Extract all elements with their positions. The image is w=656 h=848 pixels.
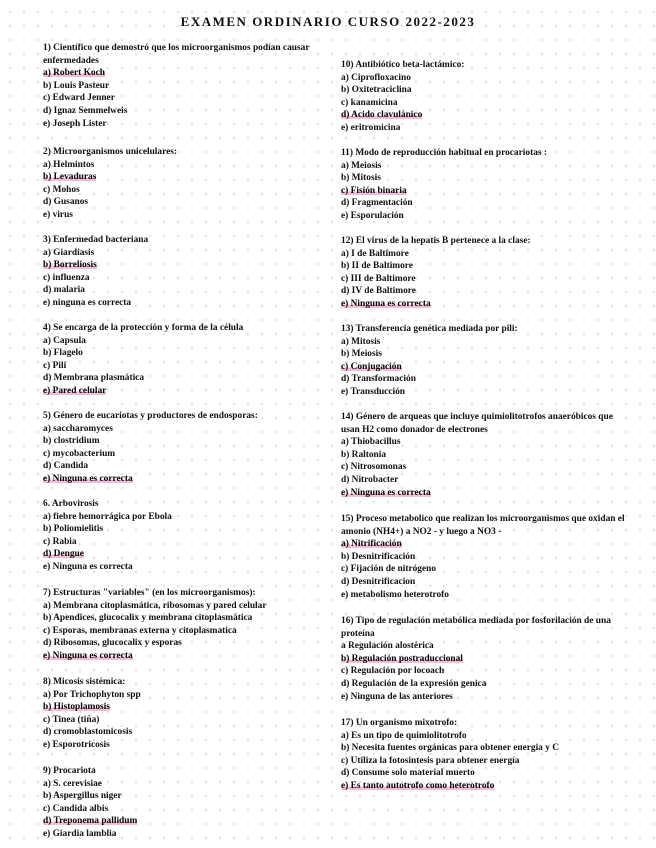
- question-block: [43, 146, 333, 222]
- answer-option: [341, 122, 631, 135]
- highlighted-answer-option: [43, 67, 333, 80]
- answer-option: [341, 373, 631, 386]
- answer-option: [341, 97, 631, 110]
- answer-option: [43, 625, 333, 638]
- answer-option-text: c) mycobacterium: [43, 448, 116, 459]
- answer-option-text: b) Raltonia: [341, 449, 387, 460]
- answer-option-text: e) Ninguna es correcta: [43, 650, 133, 661]
- answer-option: [341, 348, 631, 361]
- answer-option-text: d) Gusanos: [43, 197, 89, 208]
- answer-option-text: e) Ninguna es correcta: [341, 487, 431, 498]
- answer-option-text: c) Rabia: [43, 536, 77, 547]
- answer-option: [43, 92, 333, 105]
- question-block: [341, 147, 631, 223]
- answer-option: [341, 755, 631, 768]
- answer-option-text: a) saccharomyces: [43, 423, 113, 434]
- question-stem: 6. Arbovirosis: [43, 499, 99, 509]
- answer-option: [43, 159, 333, 172]
- answer-option-text: b) Oxitetraciclina: [341, 85, 412, 96]
- question-block: [341, 59, 631, 135]
- question-stem: 7) Estructuras "variables" (en los microorganismos):: [43, 588, 256, 598]
- answer-option-text: e) Esporotricosis: [43, 739, 110, 750]
- question-block: [43, 410, 333, 486]
- answer-option-text: c) Tinea (tiña): [43, 714, 100, 725]
- highlighted-answer-option: [341, 185, 631, 198]
- answer-option: [341, 260, 631, 273]
- answer-option: [341, 589, 631, 602]
- question-stem: 17) Un organismo mixotrofo:: [341, 718, 458, 728]
- answer-option: [43, 778, 333, 791]
- answer-option: [43, 272, 333, 285]
- highlighted-answer-option: [43, 259, 333, 272]
- answer-option: [341, 691, 631, 704]
- highlighted-answer-option: [43, 701, 333, 714]
- answer-option: [43, 118, 333, 131]
- answer-option-text: b) Levaduras: [43, 172, 97, 183]
- highlighted-answer-option: [43, 473, 333, 486]
- highlighted-answer-option: [43, 815, 333, 828]
- question-stem: 13) Transferencia genética mediada por pili:: [341, 324, 518, 334]
- answer-option: [43, 184, 333, 197]
- highlighted-answer-option: [341, 653, 631, 666]
- answer-option-text: b) Necesita fuentes orgánicas para obtener energia y C: [341, 743, 560, 754]
- answer-option-text: a) S. cerevisiae: [43, 778, 102, 789]
- answer-option-text: d) Nitrobacter: [341, 474, 399, 485]
- answer-option-text: c) Nitrosomonas: [341, 462, 407, 473]
- answer-option: [43, 726, 333, 739]
- question-stem: 16) Tipo de regulación metabólica mediada por fosforilación de una proteína: [341, 616, 611, 639]
- answer-option-text: c) Pili: [43, 360, 67, 371]
- answer-option-text: b) Apendices, glucocalix y membrana citoplasmática: [43, 613, 253, 624]
- answer-option: [43, 600, 333, 613]
- question-block: [341, 235, 631, 311]
- answer-option-text: c) Utiliza la fotosintesis para obtener energía: [341, 755, 520, 766]
- answer-option-text: e) Ninguna es correcta: [341, 298, 431, 309]
- answer-option: [341, 336, 631, 349]
- highlighted-answer-option: [341, 780, 631, 793]
- answer-option: [43, 739, 333, 752]
- answer-option: [43, 561, 333, 574]
- question-stem: 8) Micosis sistémica:: [43, 677, 126, 687]
- answer-option-text: b) Meiosis: [341, 349, 382, 360]
- answer-option-text: e) eritromicina: [341, 122, 401, 133]
- question-block: [43, 676, 333, 752]
- highlighted-answer-option: [43, 548, 333, 561]
- answer-option: [341, 160, 631, 173]
- answer-option-text: b) Aspergillus niger: [43, 791, 122, 802]
- answer-option-text: a) Membrana citoplasmática, ribosomas y pared celular: [43, 600, 267, 611]
- question-stem: 1) Científico que demostró que los microorganismos podían causar enfermedades: [43, 43, 310, 66]
- answer-option-text: a) fiebre hemorrágica por Ebola: [43, 511, 172, 522]
- answer-option-text: d) Candida: [43, 461, 89, 472]
- answer-option-text: c) influenza: [43, 272, 90, 283]
- answer-option-text: d) cromoblastomicosis: [43, 727, 133, 738]
- answer-option-text: b) Desnitrificación: [341, 551, 416, 562]
- question-block: [341, 717, 631, 793]
- answer-option-text: d) Treponema pallidum: [43, 816, 138, 827]
- answer-option-text: c) III de Baltimore: [341, 273, 416, 284]
- answer-option: [43, 360, 333, 373]
- question-stem: 14) Género de arqueas que incluye quimiolitotrofos anaeróbicos que usan H2 como donador de electrones: [341, 412, 613, 435]
- answer-option-text: a) Es un tipo de quimiolitotrofo: [341, 730, 467, 741]
- answer-option-text: a) Giardiasis: [43, 247, 95, 258]
- question-block: [341, 411, 631, 499]
- answer-option: [341, 678, 631, 691]
- answer-option: [341, 640, 631, 653]
- highlighted-answer-option: [43, 385, 333, 398]
- answer-option: [43, 435, 333, 448]
- question-block: [43, 234, 333, 310]
- answer-option-text: a) Mitosis: [341, 336, 381, 347]
- answer-option-text: e) ninguna es correcta: [43, 297, 132, 308]
- answer-option-text: c) Fijación de nitrógeno: [341, 564, 437, 575]
- answer-option-text: c) Esporas, membranas externa y citoplasmatica: [43, 625, 237, 636]
- answer-option: [43, 689, 333, 702]
- answer-option-text: b) Louis Pasteur: [43, 80, 110, 91]
- answer-option: [341, 386, 631, 399]
- highlighted-answer-option: [341, 487, 631, 500]
- answer-option: [43, 335, 333, 348]
- answer-option: [43, 803, 333, 816]
- answer-option: [43, 714, 333, 727]
- answer-option: [43, 523, 333, 536]
- answer-option-text: d) Fragmentación: [341, 198, 413, 209]
- question-block: [43, 587, 333, 663]
- highlighted-answer-option: [43, 171, 333, 184]
- question-block: [43, 42, 333, 130]
- answer-option-text: a) Thiobacillus: [341, 437, 401, 448]
- answer-option-text: d) malaria: [43, 285, 85, 296]
- answer-option-text: e) Es tanto autotrofo como heterotrofo: [341, 780, 495, 791]
- answer-option: [341, 273, 631, 286]
- answer-option: [341, 449, 631, 462]
- answer-option-text: c) Regulación por locoach: [341, 666, 445, 677]
- answer-option: [43, 790, 333, 803]
- answer-option: [341, 742, 631, 755]
- answer-option: [43, 105, 333, 118]
- answer-option: [43, 284, 333, 297]
- highlighted-answer-option: [341, 538, 631, 551]
- answer-option: [341, 84, 631, 97]
- answer-option-text: d) Transformación: [341, 374, 416, 385]
- answer-option: [43, 347, 333, 360]
- answer-option-text: a) I de Baltimore: [341, 248, 409, 259]
- answer-option-text: a) Nitrificación: [341, 539, 402, 550]
- answer-option-text: b) II de Baltimore: [341, 261, 413, 272]
- answer-option: [43, 448, 333, 461]
- answer-option: [341, 210, 631, 223]
- answer-option-text: a) Por Trichophyton spp: [43, 689, 141, 700]
- answer-option-text: b) Histoplamosis: [43, 702, 110, 713]
- question-stem: 4) Se encarga de la protección y forma de la célula: [43, 323, 244, 333]
- highlighted-answer-option: [341, 361, 631, 374]
- answer-option-text: d) Dengue: [43, 549, 84, 560]
- answer-option-text: e) metabolismo heterotrofo: [341, 589, 449, 600]
- answer-option: [43, 511, 333, 524]
- answer-option: [43, 80, 333, 93]
- answer-option: [341, 248, 631, 261]
- answer-option: [43, 247, 333, 260]
- answer-option-text: c) Fisión binaria: [341, 185, 407, 196]
- exam-title: EXAMEN ORDINARIO CURSO 2022-2023: [180, 14, 476, 29]
- question-stem: 5) Género de eucariotas y productores de endosporas:: [43, 411, 258, 421]
- answer-option-text: a) Helmintos: [43, 159, 95, 170]
- answer-option-text: c) kanamicina: [341, 97, 398, 108]
- highlighted-answer-option: [341, 109, 631, 122]
- answer-option-text: c) Candida albis: [43, 803, 109, 814]
- answer-option-text: b) Borreliosis: [43, 260, 97, 271]
- answer-option-text: a) Capsula: [43, 335, 86, 346]
- answer-option: [341, 563, 631, 576]
- question-block: [43, 498, 333, 574]
- answer-option-text: e) Ninguna es correcta: [43, 561, 133, 572]
- answer-option: [341, 665, 631, 678]
- answer-option: [341, 551, 631, 564]
- answer-option-text: a) Ciprofloxacino: [341, 72, 411, 83]
- answer-option: [341, 172, 631, 185]
- answer-option: [43, 460, 333, 473]
- answer-option-text: b) Poliomielitis: [43, 524, 104, 535]
- answer-option: [341, 285, 631, 298]
- answer-option: [341, 197, 631, 210]
- answer-option-text: a) Robert Koch: [43, 68, 105, 79]
- answer-option-text: b) Flagelo: [43, 348, 83, 359]
- answer-option: [341, 436, 631, 449]
- answer-option-text: d) Membrana plasmática: [43, 373, 145, 384]
- answer-option: [341, 767, 631, 780]
- question-block: [43, 765, 333, 841]
- answer-option-text: e) Esporulación: [341, 210, 404, 221]
- question-block: [341, 323, 631, 399]
- answer-option-text: e) Pared celular: [43, 385, 107, 396]
- answer-option: [341, 576, 631, 589]
- answer-option-text: e) Transducción: [341, 386, 405, 397]
- answer-option-text: c) Edward Jenner: [43, 93, 115, 104]
- answer-option-text: b) clostridium: [43, 436, 100, 447]
- answer-option: [43, 372, 333, 385]
- answer-option: [43, 828, 333, 841]
- answer-option-text: b) Mitosis: [341, 173, 381, 184]
- answer-option-text: e) virus: [43, 209, 73, 220]
- question-stem: 11) Modo de reproducción habitual en procariotas :: [341, 148, 547, 158]
- answer-option: [43, 297, 333, 310]
- answer-option-text: c) Mohos: [43, 184, 80, 195]
- answer-option-text: d) Desnitrificacion: [341, 576, 416, 587]
- answer-option-text: d) Regulación de la expresión genica: [341, 678, 487, 689]
- answer-option-text: d) IV de Baltimore: [341, 286, 416, 297]
- answer-option: [43, 612, 333, 625]
- answer-option-text: a) Meiosis: [341, 160, 382, 171]
- highlighted-answer-option: [341, 298, 631, 311]
- question-stem: 15) Proceso metabolico que realizan los microorganismos que oxidan el amonio (NH4+) a NO2 - y luego a NO3 -: [341, 514, 625, 537]
- question-stem: 3) Enfermedad bacteriana: [43, 235, 149, 245]
- question-stem: 12) El virus de la hepatis B pertenece a la clase:: [341, 236, 531, 246]
- answer-option: [341, 730, 631, 743]
- answer-option-text: d) Consume solo material muerto: [341, 768, 475, 779]
- answer-option: [341, 461, 631, 474]
- answer-option-text: a Regulación alostérica: [341, 641, 434, 652]
- question-stem: 9) Procariota: [43, 766, 96, 776]
- answer-option: [43, 536, 333, 549]
- answer-option-text: e) Ninguna es correcta: [43, 473, 133, 484]
- answer-option-text: d) Acido clavulánico: [341, 110, 423, 121]
- answer-option-text: c) Conjugación: [341, 361, 402, 372]
- answer-option: [43, 209, 333, 222]
- answer-option-text: d) Ribosomas, glucocalix y esporas: [43, 638, 182, 649]
- answer-option: [43, 423, 333, 436]
- answer-option-text: e) Ninguna de las anteriores: [341, 691, 453, 702]
- answer-option-text: d) Ignaz Semmelweis: [43, 105, 128, 116]
- answer-option: [43, 637, 333, 650]
- highlighted-answer-option: [43, 650, 333, 663]
- answer-option: [341, 72, 631, 85]
- answer-option-text: b) Regulación postraduccional: [341, 653, 463, 664]
- question-stem: 2) Microorganismos unicelulares:: [43, 147, 178, 157]
- answer-option: [43, 196, 333, 209]
- answer-option-text: e) Joseph Lister: [43, 118, 107, 129]
- question-block: [341, 615, 631, 703]
- answer-option: [341, 474, 631, 487]
- answer-option-text: e) Giardia lamblia: [43, 828, 117, 839]
- question-stem: 10) Antibiótico beta-lactámico:: [341, 60, 465, 70]
- question-block: [341, 513, 631, 601]
- question-block: [43, 322, 333, 398]
